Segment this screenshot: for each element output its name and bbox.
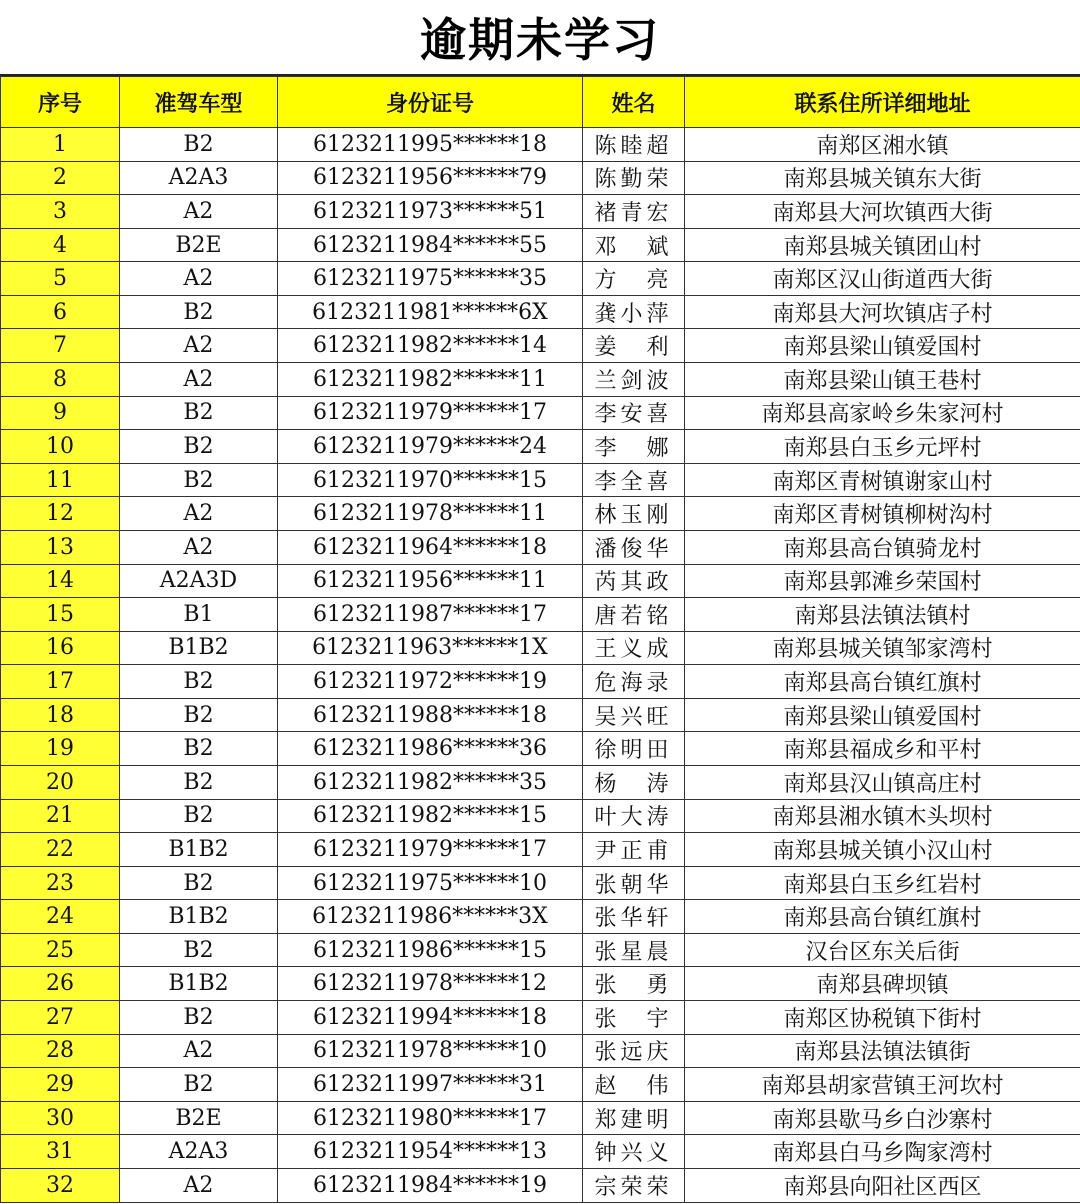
cell-id-number: 6123211994******18 — [278, 1001, 583, 1035]
table-row — [1, 1168, 1080, 1202]
cell-id-number: 6123211972******19 — [278, 665, 583, 699]
cell-serial: 15 — [1, 598, 120, 632]
cell-address: 南郑区青树镇柳树沟村 — [685, 497, 1080, 531]
table-row — [1, 1068, 1080, 1102]
cell-license-class: A2 — [120, 195, 278, 229]
cell-serial: 6 — [1, 295, 120, 329]
cell-license-class: A2A3 — [120, 1135, 278, 1169]
cell-license-class: B2 — [120, 128, 278, 162]
table-row — [1, 1001, 1080, 1035]
cell-serial: 5 — [1, 262, 120, 296]
cell-address: 南郑县城关镇邹家湾村 — [685, 631, 1080, 665]
table-row — [1, 631, 1080, 665]
cell-id-number: 6123211979******17 — [278, 833, 583, 867]
cell-id-number: 6123211964******18 — [278, 530, 583, 564]
cell-id-number: 6123211980******17 — [278, 1101, 583, 1135]
cell-name: 张 勇 — [583, 967, 685, 1001]
cell-serial: 8 — [1, 363, 120, 397]
table-row — [1, 665, 1080, 699]
cell-license-class: A2 — [120, 363, 278, 397]
cell-id-number: 6123211979******24 — [278, 430, 583, 464]
cell-name: 兰剑波 — [583, 363, 685, 397]
cell-address: 南郑区青树镇谢家山村 — [685, 463, 1080, 497]
header-row — [1, 77, 1080, 128]
table-row — [1, 463, 1080, 497]
table-row — [1, 295, 1080, 329]
table-row — [1, 698, 1080, 732]
cell-name: 宗荣荣 — [583, 1168, 685, 1202]
cell-id-number: 6123211982******14 — [278, 329, 583, 363]
cell-address: 南郑县城关镇小汉山村 — [685, 833, 1080, 867]
table-row — [1, 195, 1080, 229]
cell-address: 南郑县高家岭乡朱家河村 — [685, 396, 1080, 430]
table-row — [1, 530, 1080, 564]
cell-address: 南郑区湘水镇 — [685, 128, 1080, 162]
cell-name: 张星晨 — [583, 933, 685, 967]
cell-id-number: 6123211956******79 — [278, 161, 583, 195]
cell-license-class: B2 — [120, 732, 278, 766]
cell-address: 南郑县白玉乡元坪村 — [685, 430, 1080, 464]
cell-license-class: B1B2 — [120, 833, 278, 867]
cell-serial: 28 — [1, 1034, 120, 1068]
cell-license-class: B2 — [120, 933, 278, 967]
cell-id-number: 6123211978******10 — [278, 1034, 583, 1068]
cell-name: 陈勤荣 — [583, 161, 685, 195]
cell-license-class: A2 — [120, 262, 278, 296]
cell-address: 南郑县城关镇东大街 — [685, 161, 1080, 195]
table-row — [1, 396, 1080, 430]
table-row — [1, 329, 1080, 363]
cell-serial: 3 — [1, 195, 120, 229]
cell-name: 唐若铭 — [583, 598, 685, 632]
cell-name: 杨 涛 — [583, 765, 685, 799]
cell-address: 南郑县法镇法镇街 — [685, 1034, 1080, 1068]
cell-id-number: 6123211982******15 — [278, 799, 583, 833]
cell-name: 李安喜 — [583, 396, 685, 430]
cell-address: 南郑县高台镇红旗村 — [685, 900, 1080, 934]
cell-serial: 11 — [1, 463, 120, 497]
cell-license-class: B2 — [120, 866, 278, 900]
cell-address: 汉台区东关后街 — [685, 933, 1080, 967]
cell-address: 南郑县城关镇团山村 — [685, 228, 1080, 262]
cell-address: 南郑县法镇法镇村 — [685, 598, 1080, 632]
cell-name: 张华轩 — [583, 900, 685, 934]
cell-serial: 12 — [1, 497, 120, 531]
header-name: 姓名 — [583, 77, 685, 128]
cell-address: 南郑县高台镇骑龙村 — [685, 530, 1080, 564]
header-id-number: 身份证号 — [278, 77, 583, 128]
table-row — [1, 732, 1080, 766]
cell-license-class: B2E — [120, 1101, 278, 1135]
page-title: 逾期未学习 — [420, 13, 660, 67]
cell-address: 南郑县歇马乡白沙寨村 — [685, 1101, 1080, 1135]
cell-serial: 10 — [1, 430, 120, 464]
cell-id-number: 6123211956******11 — [278, 564, 583, 598]
table-row — [1, 228, 1080, 262]
cell-address: 南郑县白玉乡红岩村 — [685, 866, 1080, 900]
cell-id-number: 6123211978******12 — [278, 967, 583, 1001]
cell-name: 潘俊华 — [583, 530, 685, 564]
cell-serial: 22 — [1, 833, 120, 867]
cell-address: 南郑县碑坝镇 — [685, 967, 1080, 1001]
cell-license-class: A2A3 — [120, 161, 278, 195]
cell-name: 李 娜 — [583, 430, 685, 464]
table-body — [1, 128, 1080, 1203]
cell-name: 龚小萍 — [583, 295, 685, 329]
cell-serial: 2 — [1, 161, 120, 195]
cell-id-number: 6123211981******6X — [278, 295, 583, 329]
cell-serial: 20 — [1, 765, 120, 799]
cell-name: 姜 利 — [583, 329, 685, 363]
cell-serial: 19 — [1, 732, 120, 766]
cell-id-number: 6123211973******51 — [278, 195, 583, 229]
cell-name: 钟兴义 — [583, 1135, 685, 1169]
cell-serial: 31 — [1, 1135, 120, 1169]
cell-id-number: 6123211984******19 — [278, 1168, 583, 1202]
cell-name: 邓 斌 — [583, 228, 685, 262]
cell-serial: 25 — [1, 933, 120, 967]
cell-license-class: B2 — [120, 430, 278, 464]
cell-serial: 32 — [1, 1168, 120, 1202]
table-row — [1, 598, 1080, 632]
table-row — [1, 262, 1080, 296]
cell-license-class: B2 — [120, 1068, 278, 1102]
cell-name: 陈睦超 — [583, 128, 685, 162]
cell-serial: 13 — [1, 530, 120, 564]
cell-license-class: B2 — [120, 1001, 278, 1035]
cell-license-class: B1 — [120, 598, 278, 632]
cell-serial: 24 — [1, 900, 120, 934]
cell-id-number: 6123211982******11 — [278, 363, 583, 397]
cell-name: 徐明田 — [583, 732, 685, 766]
cell-id-number: 6123211988******18 — [278, 698, 583, 732]
cell-license-class: B2 — [120, 665, 278, 699]
cell-license-class: A2 — [120, 329, 278, 363]
cell-address: 南郑县胡家营镇王河坎村 — [685, 1068, 1080, 1102]
header-serial: 序号 — [1, 77, 120, 128]
cell-license-class: B1B2 — [120, 900, 278, 934]
header-license-class: 准驾车型 — [120, 77, 278, 128]
table-row — [1, 765, 1080, 799]
cell-license-class: A2A3D — [120, 564, 278, 598]
cell-address: 南郑县梁山镇爱国村 — [685, 329, 1080, 363]
table-row — [1, 1135, 1080, 1169]
cell-name: 芮其政 — [583, 564, 685, 598]
cell-license-class: B2E — [120, 228, 278, 262]
table-row — [1, 1034, 1080, 1068]
cell-name: 叶大涛 — [583, 799, 685, 833]
data-table — [0, 76, 1080, 1203]
cell-license-class: B2 — [120, 765, 278, 799]
cell-name: 郑建明 — [583, 1101, 685, 1135]
cell-address: 南郑县向阳社区西区 — [685, 1168, 1080, 1202]
cell-name: 吴兴旺 — [583, 698, 685, 732]
cell-name: 张远庆 — [583, 1034, 685, 1068]
cell-address: 南郑区协税镇下街村 — [685, 1001, 1080, 1035]
cell-name: 方 亮 — [583, 262, 685, 296]
cell-address: 南郑县大河坎镇西大街 — [685, 195, 1080, 229]
table-row — [1, 430, 1080, 464]
cell-id-number: 6123211975******35 — [278, 262, 583, 296]
cell-address: 南郑县郭滩乡荣国村 — [685, 564, 1080, 598]
cell-address: 南郑县高台镇红旗村 — [685, 665, 1080, 699]
cell-id-number: 6123211963******1X — [278, 631, 583, 665]
cell-serial: 29 — [1, 1068, 120, 1102]
cell-name: 危海录 — [583, 665, 685, 699]
title-bar — [0, 0, 1080, 76]
cell-serial: 17 — [1, 665, 120, 699]
cell-id-number: 6123211997******31 — [278, 1068, 583, 1102]
table-row — [1, 161, 1080, 195]
cell-serial: 7 — [1, 329, 120, 363]
cell-serial: 9 — [1, 396, 120, 430]
cell-id-number: 6123211970******15 — [278, 463, 583, 497]
table-row — [1, 933, 1080, 967]
cell-serial: 21 — [1, 799, 120, 833]
cell-id-number: 6123211982******35 — [278, 765, 583, 799]
cell-serial: 14 — [1, 564, 120, 598]
table-row — [1, 866, 1080, 900]
cell-name: 李全喜 — [583, 463, 685, 497]
cell-name: 林玉刚 — [583, 497, 685, 531]
cell-address: 南郑县湘水镇木头坝村 — [685, 799, 1080, 833]
cell-name: 褚青宏 — [583, 195, 685, 229]
cell-license-class: B2 — [120, 698, 278, 732]
cell-id-number: 6123211979******17 — [278, 396, 583, 430]
cell-address: 南郑县汉山镇高庄村 — [685, 765, 1080, 799]
cell-id-number: 6123211986******36 — [278, 732, 583, 766]
cell-id-number: 6123211987******17 — [278, 598, 583, 632]
cell-license-class: B2 — [120, 295, 278, 329]
cell-address: 南郑县梁山镇王巷村 — [685, 363, 1080, 397]
cell-address: 南郑县白马乡陶家湾村 — [685, 1135, 1080, 1169]
cell-name: 张朝华 — [583, 866, 685, 900]
cell-id-number: 6123211984******55 — [278, 228, 583, 262]
cell-license-class: A2 — [120, 497, 278, 531]
cell-serial: 1 — [1, 128, 120, 162]
cell-serial: 27 — [1, 1001, 120, 1035]
cell-serial: 16 — [1, 631, 120, 665]
cell-serial: 4 — [1, 228, 120, 262]
cell-address: 南郑县福成乡和平村 — [685, 732, 1080, 766]
cell-serial: 30 — [1, 1101, 120, 1135]
cell-address: 南郑县梁山镇爱国村 — [685, 698, 1080, 732]
cell-id-number: 6123211975******10 — [278, 866, 583, 900]
cell-license-class: A2 — [120, 1168, 278, 1202]
cell-license-class: B2 — [120, 396, 278, 430]
cell-id-number: 6123211986******3X — [278, 900, 583, 934]
cell-id-number: 6123211995******18 — [278, 128, 583, 162]
table-row — [1, 799, 1080, 833]
cell-license-class: A2 — [120, 1034, 278, 1068]
table-row — [1, 564, 1080, 598]
table-row — [1, 497, 1080, 531]
cell-serial: 23 — [1, 866, 120, 900]
cell-address: 南郑区汉山街道西大街 — [685, 262, 1080, 296]
cell-id-number: 6123211954******13 — [278, 1135, 583, 1169]
cell-license-class: B2 — [120, 463, 278, 497]
cell-serial: 18 — [1, 698, 120, 732]
cell-license-class: B2 — [120, 799, 278, 833]
cell-id-number: 6123211986******15 — [278, 933, 583, 967]
cell-license-class: B1B2 — [120, 967, 278, 1001]
cell-serial: 26 — [1, 967, 120, 1001]
cell-name: 王义成 — [583, 631, 685, 665]
header-address: 联系住所详细地址 — [685, 77, 1080, 128]
cell-name: 张 宇 — [583, 1001, 685, 1035]
cell-license-class: B1B2 — [120, 631, 278, 665]
cell-name: 赵 伟 — [583, 1068, 685, 1102]
table-row — [1, 1101, 1080, 1135]
table-row — [1, 363, 1080, 397]
table-row — [1, 900, 1080, 934]
cell-address: 南郑县大河坎镇店子村 — [685, 295, 1080, 329]
table-row — [1, 967, 1080, 1001]
cell-id-number: 6123211978******11 — [278, 497, 583, 531]
table-row — [1, 833, 1080, 867]
cell-name: 尹正甫 — [583, 833, 685, 867]
cell-license-class: A2 — [120, 530, 278, 564]
table-row — [1, 128, 1080, 162]
